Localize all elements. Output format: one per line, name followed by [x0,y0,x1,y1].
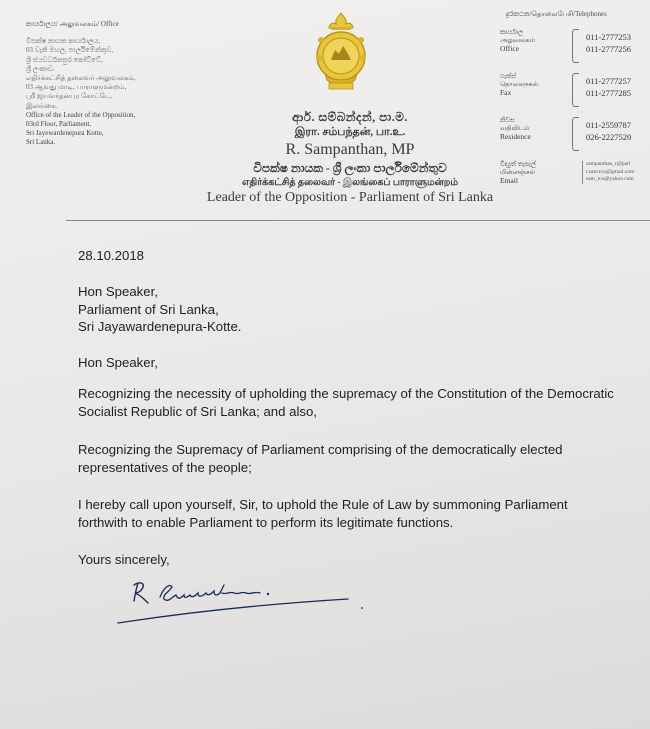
email-label-si: විද්‍යුත් තැපැල් [500,161,536,168]
address-english-1: Office of the Leader of the Opposition, [26,110,136,119]
name-sinhala: ආර්. සම්බන්දන්, පා.ම. [292,110,408,124]
address-english-2: 03rd Floor, Parliament, [26,120,92,129]
address-sinhala-1: විපක්ෂ නායක කාර්යාලය, [26,37,101,46]
name-english: R. Sampanthan, MP [285,141,415,158]
recipient-line-1: Hon Speaker, [78,284,158,299]
signature [110,575,370,635]
residence-label-si: නිවස [500,117,515,124]
paragraph-parliament: Recognizing the Supremacy of Parliament comprising of the democratically elected representatives of the people; [78,442,563,475]
address-tamil-3: ஸ்ரீ ஜயவர்தனபுர கோட்டே, [26,92,112,101]
fax-label-en: Fax [500,88,512,97]
email-address-2: r.sam.tco@gmail.com [586,168,635,175]
address-english-3: Sri Jayewardenepura Kotte, [26,129,104,138]
fax-number-1: 011-2777257 [586,76,632,86]
letterhead-center [180,110,520,206]
residence-label-en: Residence [500,132,531,141]
email-label-ta: மின்னஞ்சல் [500,169,535,176]
office-label: කාර්යාලය/ அலுவலகம்/ Office [26,20,119,28]
residence-phone-1: 011-2559787 [586,120,632,130]
address-sinhala-4: ශ්‍රී ලංකාව. [26,64,55,73]
name-tamil: இரா. சம்பந்தன், பா.உ. [294,126,406,138]
letterhead-divider [66,220,650,221]
brace-divider [572,29,579,63]
email-address-1: sampanthan_r@parl [586,161,631,167]
letterhead-left-address [26,20,201,148]
contact-residence [500,117,650,161]
address-sinhala-2: 03 වැනි මහල, පාර්ලිමේන්තුව, [26,46,114,55]
brace-divider [572,73,579,107]
sri-lanka-emblem-icon [309,10,373,94]
salutation: Hon Speaker, [78,355,158,370]
office-phone-2: 011-2777256 [586,44,632,54]
paragraph-constitution: Recognizing the necessity of upholding the supremacy of the Constitution of the Democratic Socialist Republic of Sri Lanka; and also, [78,386,614,419]
recipient-address [78,283,618,336]
email-label-en: Email [500,176,518,185]
brace-divider [572,117,579,151]
contact-fax [500,73,650,117]
recipient-line-3: Sri Jayawardenepura-Kotte. [78,319,242,334]
office-title-tamil: எதிர்க்கட்சித் தலைவர் - இலங்கைப் பாராளுமன்றம் [242,178,458,188]
email-address-3: sam_tco@yahoo.com [586,176,634,182]
fax-number-2: 011-2777285 [586,88,632,98]
residence-label-ta: வதிவிடம் [500,125,530,132]
address-tamil-1: எதிர்க்கட்சித் தலைவர் அலுவலகம், [26,74,136,83]
fax-label-ta: தொலைநகல் [500,81,538,88]
office-title-sinhala: විපක්ෂ නායක - ශ්‍රී ලංකා පාර්ලිමේන්තුව [253,161,447,175]
recipient-line-2: Parliament of Sri Lanka, [78,301,219,317]
letter-date: 28.10.2018 [78,248,145,263]
residence-phone-2: 026-2227520 [586,132,632,142]
contact-email [500,161,650,205]
office-title-english: Leader of the Opposition - Parliament of Sri Lanka [206,190,494,205]
closing: Yours sincerely, [78,552,170,567]
office-label-en: Office [500,44,520,53]
address-sinhala-3: ශ්‍රී ජයවර්ධනපුර කෝට්ටේ, [26,55,103,64]
letterhead-contacts [500,10,650,205]
office-label-ta: அலுவலகம் [500,37,535,44]
office-label-si: කාර්යාල [500,29,524,36]
contact-office [500,29,650,73]
fax-label-si: ෆැක්ස් [500,73,517,80]
office-phone-1: 011-2777253 [586,32,632,42]
address-tamil-4: இலங்கை. [26,101,58,110]
address-english-4: Sri Lanka. [26,138,56,147]
address-tamil-2: 03 ஆவது மாடி, பாராளுமன்றம், [26,83,127,92]
telephones-header: දුරකථන/தொலைபேசி/Telephones [506,10,607,18]
ink-dot [361,607,363,609]
paragraph-request: I hereby call upon yourself, Sir, to uphold the Rule of Law by summoning Parliament forthwith to enable Parliament to perform its legitimate functions. [78,497,568,530]
